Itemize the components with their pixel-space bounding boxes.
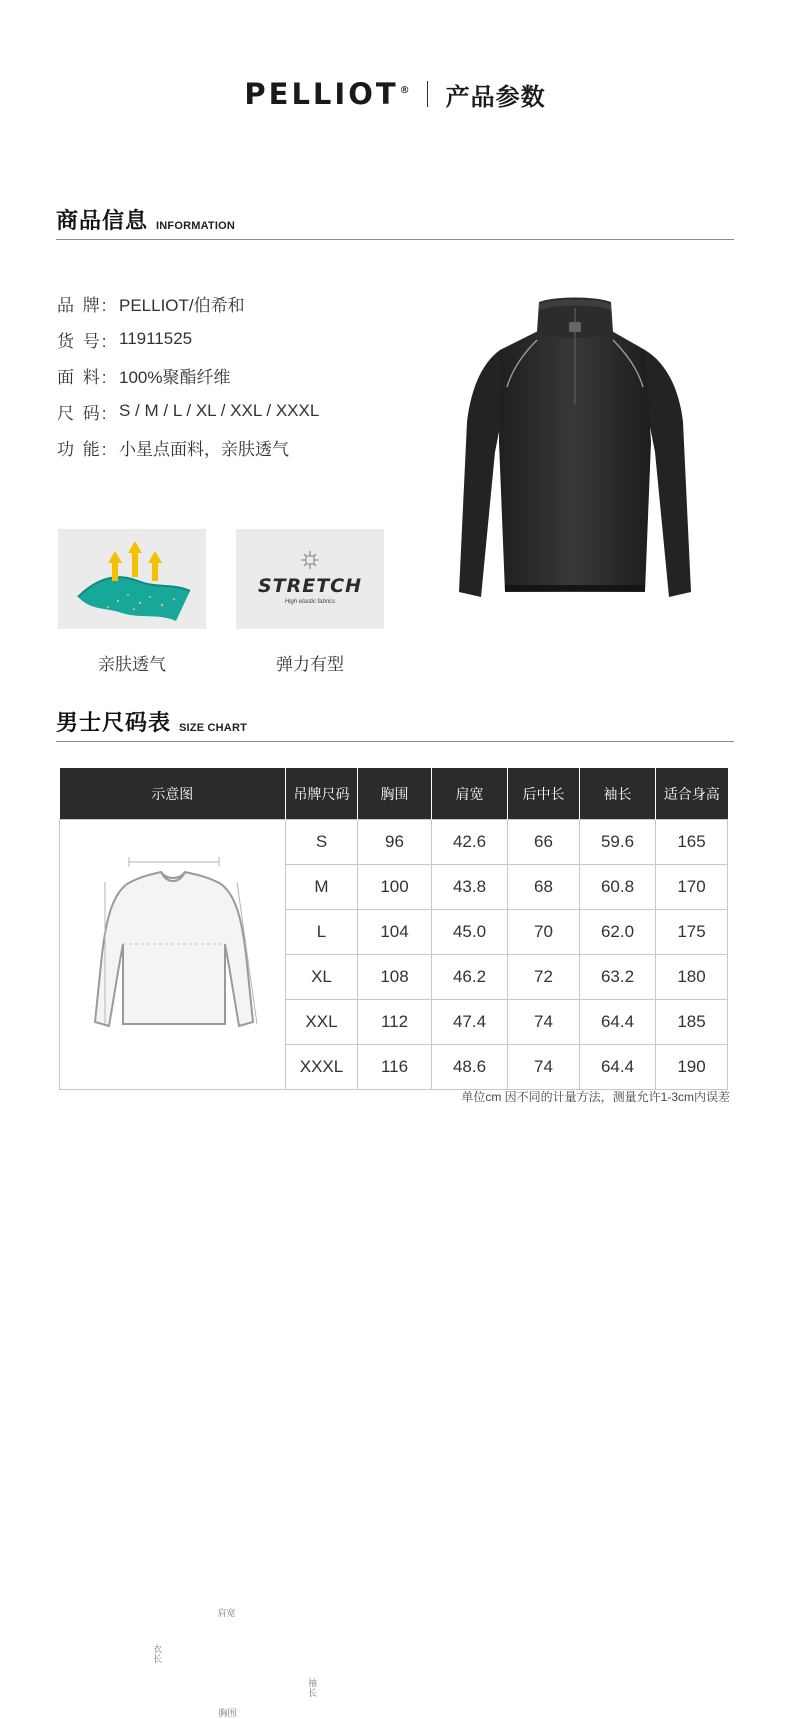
info-row-function [57,429,319,465]
cell-size: M [286,865,358,910]
diagram-label-length: 衣长 [152,1644,162,1664]
cell-chest: 108 [358,955,432,1000]
cell-back-length: 66 [508,820,580,865]
info-value: S / M / L / XL / XXL / XXXL [119,401,320,420]
breathable-fabric-icon [58,529,206,629]
info-title-cn: 商品信息 [56,208,149,233]
col-header-back-length: 后中长 [508,768,580,820]
cell-back-length: 70 [508,910,580,955]
cell-shoulder: 45.0 [432,910,508,955]
cell-height: 170 [656,865,728,910]
cell-height: 165 [656,820,728,865]
cell-shoulder: 46.2 [432,955,508,1000]
measurement-note: 单位cm 因不同的计量方法，测量允许1-3cm内误差 [461,1090,730,1104]
info-value: PELLIOT/伯希和 [119,295,245,315]
cell-chest: 116 [358,1045,432,1090]
size-title-en: SIZE CHART [179,722,248,734]
page-title: 产品参数 [445,83,546,111]
col-header-diagram: 示意图 [60,768,286,820]
cell-size: XXL [286,1000,358,1045]
cell-back-length: 68 [508,865,580,910]
size-diagram-cell [60,820,317,1718]
cell-back-length: 74 [508,1000,580,1045]
cell-height: 190 [656,1045,728,1090]
size-divider [56,741,734,742]
col-header-shoulder: 肩宽 [432,768,508,820]
cell-shoulder: 42.6 [432,820,508,865]
cell-sleeve: 64.4 [580,1000,656,1045]
info-row-fabric [57,357,319,393]
cell-shoulder: 43.8 [432,865,508,910]
cell-size: XXXL [286,1045,358,1090]
cell-shoulder: 48.6 [432,1045,508,1090]
diagram-label-chest: 胸围 [218,1708,237,1718]
cell-sleeve: 62.0 [580,910,656,955]
cell-sleeve: 63.2 [580,955,656,1000]
info-section-title [56,204,235,235]
size-title-cn: 男士尺码表 [56,710,172,735]
info-row-sku [57,321,319,357]
garment-measure-diagram [61,824,285,1080]
cell-sleeve: 64.4 [580,1045,656,1090]
col-header-chest: 胸围 [358,768,432,820]
cell-chest: 100 [358,865,432,910]
cell-height: 175 [656,910,728,955]
info-row-sizes [57,393,319,429]
cell-size: S [286,820,358,865]
cell-size: XL [286,955,358,1000]
info-row-brand [57,285,319,321]
diagram-label-shoulder: 肩宽 [217,1608,236,1618]
brand-divider [427,81,428,107]
info-value: 11911525 [119,329,193,348]
cell-sleeve: 60.8 [580,865,656,910]
stretch-logo-subtext: High elastic fabrics [284,599,336,605]
stretch-logo-text: STRETCH [257,575,363,597]
cell-sleeve: 59.6 [580,820,656,865]
info-label: 货 号: [57,331,109,351]
feature-caption-breathable: 亲肤透气 [98,655,166,674]
col-header-sleeve: 袖长 [580,768,656,820]
cell-shoulder: 47.4 [432,1000,508,1045]
cell-chest: 96 [358,820,432,865]
stretch-tile [236,529,384,629]
product-jacket-image [455,292,695,602]
diagram-label-sleeve: 袖长 [307,1678,317,1698]
info-label: 尺 码: [57,403,109,423]
breathable-tile [58,529,206,629]
size-section-title [56,706,247,737]
cell-back-length: 72 [508,955,580,1000]
cell-height: 185 [656,1000,728,1045]
info-list [57,285,319,465]
cell-chest: 112 [358,1000,432,1045]
info-label: 功 能: [57,439,109,459]
info-title-en: INFORMATION [156,220,236,232]
info-divider [56,239,734,240]
col-header-tag-size: 吊牌尺码 [286,768,358,820]
feature-caption-stretch: 弹力有型 [276,655,344,674]
table-header-row [60,768,728,820]
info-label: 面 料: [57,367,109,387]
info-label: 品 牌: [57,295,109,315]
cell-height: 180 [656,955,728,1000]
info-value: 小星点面料，亲肤透气 [119,439,289,459]
cell-back-length: 74 [508,1045,580,1090]
info-value: 100%聚酯纤维 [119,367,231,387]
cell-size: L [286,910,358,955]
brand-header [0,74,790,114]
table-row [60,820,728,865]
brand-logo: PELLIOT® [244,77,413,111]
col-header-height: 适合身高 [656,768,728,820]
cell-chest: 104 [358,910,432,955]
